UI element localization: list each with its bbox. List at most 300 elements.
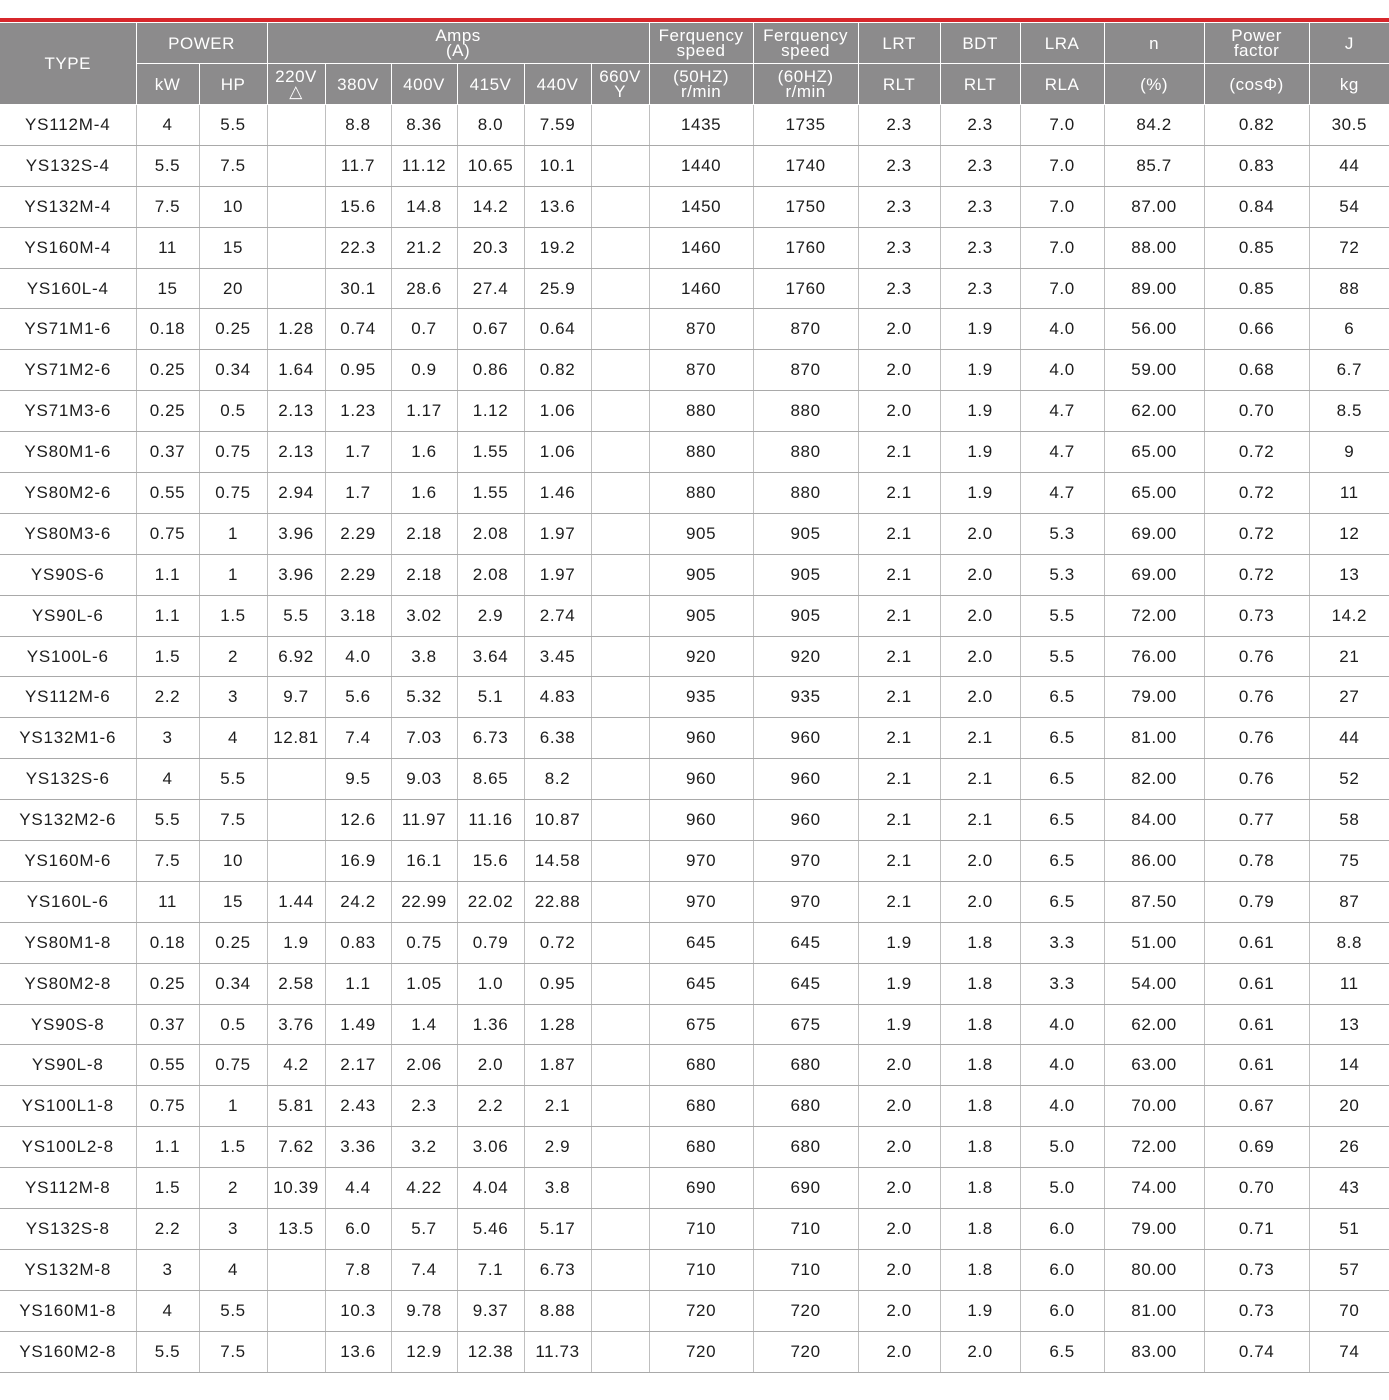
cell-bdt: 1.8 (940, 1209, 1020, 1250)
cell-amps-400v: 4.22 (391, 1168, 457, 1209)
cell-amps-660v (591, 759, 649, 800)
cell-inertia: 58 (1309, 800, 1389, 841)
cell-amps-660v (591, 350, 649, 391)
cell-lrt: 2.3 (858, 145, 940, 186)
cell-speed-60hz: 710 (753, 1209, 858, 1250)
cell-lrt: 2.0 (858, 1249, 940, 1290)
cell-inertia: 75 (1309, 841, 1389, 882)
cell-power-factor: 0.72 (1204, 513, 1309, 554)
cell-speed-60hz: 970 (753, 881, 858, 922)
cell-speed-60hz: 645 (753, 922, 858, 963)
cell-amps-380v: 24.2 (325, 881, 391, 922)
cell-lrt: 1.9 (858, 963, 940, 1004)
cell-kw: 4 (136, 1290, 199, 1331)
cell-bdt: 2.3 (940, 186, 1020, 227)
cell-hp: 7.5 (199, 145, 267, 186)
cell-hp: 4 (199, 1249, 267, 1290)
cell-hp: 0.25 (199, 922, 267, 963)
cell-amps-440v: 14.58 (524, 841, 591, 882)
cell-speed-50hz: 880 (649, 432, 753, 473)
table-row (0, 350, 1389, 391)
cell-amps-660v (591, 227, 649, 268)
cell-lra: 5.0 (1020, 1168, 1104, 1209)
cell-efficiency: 76.00 (1104, 636, 1204, 677)
cell-type: YS71M1-6 (0, 309, 136, 350)
cell-amps-440v: 1.87 (524, 1045, 591, 1086)
cell-type: YS132M1-6 (0, 718, 136, 759)
cell-amps-220v: 1.28 (267, 309, 325, 350)
cell-efficiency: 62.00 (1104, 1004, 1204, 1045)
table-row (0, 636, 1389, 677)
cell-amps-400v: 7.4 (391, 1249, 457, 1290)
cell-power-factor: 0.85 (1204, 268, 1309, 309)
cell-inertia: 57 (1309, 1249, 1389, 1290)
cell-lrt: 2.0 (858, 309, 940, 350)
cell-amps-220v (267, 841, 325, 882)
cell-speed-60hz: 680 (753, 1127, 858, 1168)
cell-type: YS112M-6 (0, 677, 136, 718)
table-row (0, 677, 1389, 718)
header-freq60-title: Ferquency speed (753, 23, 858, 64)
cell-hp: 5.5 (199, 105, 267, 146)
cell-efficiency: 79.00 (1104, 1209, 1204, 1250)
cell-speed-60hz: 1760 (753, 227, 858, 268)
table-row (0, 1168, 1389, 1209)
header-kw: kW (136, 64, 199, 105)
cell-type: YS132M-4 (0, 186, 136, 227)
cell-amps-380v: 6.0 (325, 1209, 391, 1250)
cell-kw: 0.75 (136, 1086, 199, 1127)
table-row (0, 227, 1389, 268)
cell-amps-380v: 1.23 (325, 391, 391, 432)
cell-power-factor: 0.67 (1204, 1086, 1309, 1127)
cell-amps-415v: 2.08 (457, 554, 524, 595)
cell-inertia: 87 (1309, 881, 1389, 922)
cell-amps-220v (267, 759, 325, 800)
cell-lrt: 2.1 (858, 636, 940, 677)
cell-power-factor: 0.66 (1204, 309, 1309, 350)
cell-lra: 6.5 (1020, 718, 1104, 759)
cell-amps-660v (591, 1127, 649, 1168)
cell-amps-660v (591, 1168, 649, 1209)
cell-amps-220v (267, 1290, 325, 1331)
cell-hp: 1 (199, 554, 267, 595)
header-440v: 440V (524, 64, 591, 105)
cell-hp: 2 (199, 636, 267, 677)
cell-amps-220v: 1.64 (267, 350, 325, 391)
cell-amps-220v: 13.5 (267, 1209, 325, 1250)
cell-lra: 7.0 (1020, 227, 1104, 268)
cell-speed-60hz: 680 (753, 1086, 858, 1127)
cell-kw: 7.5 (136, 186, 199, 227)
cell-amps-440v: 11.73 (524, 1331, 591, 1372)
cell-amps-415v: 8.65 (457, 759, 524, 800)
header-lra-sub: RLA (1020, 64, 1104, 105)
cell-amps-660v (591, 922, 649, 963)
table-row (0, 1209, 1389, 1250)
cell-hp: 2 (199, 1168, 267, 1209)
cell-speed-50hz: 720 (649, 1290, 753, 1331)
cell-power-factor: 0.69 (1204, 1127, 1309, 1168)
header-400v: 400V (391, 64, 457, 105)
cell-inertia: 21 (1309, 636, 1389, 677)
cell-speed-60hz: 880 (753, 391, 858, 432)
cell-amps-220v (267, 186, 325, 227)
cell-efficiency: 72.00 (1104, 595, 1204, 636)
cell-amps-400v: 7.03 (391, 718, 457, 759)
cell-inertia: 8.8 (1309, 922, 1389, 963)
cell-amps-400v: 12.9 (391, 1331, 457, 1372)
cell-amps-400v: 11.12 (391, 145, 457, 186)
cell-amps-660v (591, 268, 649, 309)
cell-bdt: 1.8 (940, 922, 1020, 963)
table-row (0, 473, 1389, 514)
cell-amps-440v: 5.17 (524, 1209, 591, 1250)
cell-lra: 6.5 (1020, 800, 1104, 841)
cell-amps-415v: 2.0 (457, 1045, 524, 1086)
cell-amps-415v: 2.08 (457, 513, 524, 554)
cell-lra: 4.0 (1020, 1004, 1104, 1045)
cell-amps-660v (591, 513, 649, 554)
cell-lra: 6.5 (1020, 677, 1104, 718)
cell-hp: 10 (199, 186, 267, 227)
cell-kw: 5.5 (136, 145, 199, 186)
cell-amps-220v: 1.9 (267, 922, 325, 963)
cell-hp: 1.5 (199, 595, 267, 636)
cell-amps-440v: 8.2 (524, 759, 591, 800)
cell-inertia: 30.5 (1309, 105, 1389, 146)
cell-amps-415v: 22.02 (457, 881, 524, 922)
cell-speed-50hz: 710 (649, 1249, 753, 1290)
cell-kw: 15 (136, 268, 199, 309)
cell-bdt: 2.1 (940, 718, 1020, 759)
cell-power-factor: 0.70 (1204, 1168, 1309, 1209)
cell-type: YS80M3-6 (0, 513, 136, 554)
cell-bdt: 1.9 (940, 1290, 1020, 1331)
cell-amps-400v: 3.8 (391, 636, 457, 677)
cell-amps-400v: 9.03 (391, 759, 457, 800)
cell-bdt: 2.3 (940, 227, 1020, 268)
cell-amps-380v: 22.3 (325, 227, 391, 268)
cell-hp: 3 (199, 677, 267, 718)
cell-power-factor: 0.71 (1204, 1209, 1309, 1250)
cell-bdt: 2.0 (940, 513, 1020, 554)
cell-hp: 0.75 (199, 432, 267, 473)
cell-hp: 15 (199, 881, 267, 922)
cell-inertia: 43 (1309, 1168, 1389, 1209)
cell-power-factor: 0.70 (1204, 391, 1309, 432)
cell-lrt: 2.1 (858, 595, 940, 636)
cell-lrt: 2.0 (858, 1086, 940, 1127)
header-efficiency-unit: (%) (1104, 64, 1204, 105)
cell-amps-660v (591, 554, 649, 595)
cell-amps-660v (591, 718, 649, 759)
cell-hp: 0.5 (199, 391, 267, 432)
cell-amps-380v: 1.7 (325, 473, 391, 514)
cell-type: YS160M2-8 (0, 1331, 136, 1372)
cell-power-factor: 0.73 (1204, 595, 1309, 636)
cell-hp: 1 (199, 1086, 267, 1127)
cell-amps-220v: 6.92 (267, 636, 325, 677)
cell-efficiency: 79.00 (1104, 677, 1204, 718)
cell-speed-60hz: 870 (753, 350, 858, 391)
cell-amps-415v: 9.37 (457, 1290, 524, 1331)
cell-kw: 0.18 (136, 922, 199, 963)
cell-amps-415v: 1.12 (457, 391, 524, 432)
cell-speed-60hz: 880 (753, 473, 858, 514)
cell-efficiency: 83.00 (1104, 1331, 1204, 1372)
cell-amps-440v: 1.46 (524, 473, 591, 514)
cell-hp: 20 (199, 268, 267, 309)
cell-power-factor: 0.76 (1204, 718, 1309, 759)
cell-amps-400v: 16.1 (391, 841, 457, 882)
cell-power-factor: 0.76 (1204, 636, 1309, 677)
cell-lra: 7.0 (1020, 105, 1104, 146)
header-660v: 660V Y (591, 64, 649, 105)
header-type: TYPE (0, 23, 136, 105)
cell-power-factor: 0.79 (1204, 881, 1309, 922)
cell-lra: 4.0 (1020, 350, 1104, 391)
cell-lrt: 2.1 (858, 718, 940, 759)
cell-type: YS71M2-6 (0, 350, 136, 391)
header-lra: LRA (1020, 23, 1104, 64)
cell-speed-50hz: 905 (649, 595, 753, 636)
cell-efficiency: 65.00 (1104, 473, 1204, 514)
cell-amps-400v: 0.9 (391, 350, 457, 391)
cell-lrt: 2.0 (858, 391, 940, 432)
cell-kw: 11 (136, 881, 199, 922)
cell-power-factor: 0.82 (1204, 105, 1309, 146)
cell-amps-440v: 6.38 (524, 718, 591, 759)
cell-speed-50hz: 645 (649, 963, 753, 1004)
cell-efficiency: 59.00 (1104, 350, 1204, 391)
cell-lrt: 1.9 (858, 922, 940, 963)
cell-amps-660v (591, 432, 649, 473)
cell-efficiency: 88.00 (1104, 227, 1204, 268)
cell-lrt: 2.1 (858, 554, 940, 595)
cell-amps-660v (591, 309, 649, 350)
cell-type: YS80M2-6 (0, 473, 136, 514)
cell-lra: 5.5 (1020, 595, 1104, 636)
cell-amps-440v: 6.73 (524, 1249, 591, 1290)
cell-power-factor: 0.73 (1204, 1249, 1309, 1290)
cell-kw: 0.55 (136, 1045, 199, 1086)
cell-kw: 7.5 (136, 841, 199, 882)
cell-lrt: 2.0 (858, 1127, 940, 1168)
cell-kw: 2.2 (136, 677, 199, 718)
cell-hp: 1.5 (199, 1127, 267, 1168)
table-body (0, 105, 1389, 1373)
cell-amps-220v (267, 1331, 325, 1372)
cell-hp: 0.34 (199, 963, 267, 1004)
cell-amps-380v: 1.1 (325, 963, 391, 1004)
cell-type: YS90L-6 (0, 595, 136, 636)
cell-speed-50hz: 870 (649, 309, 753, 350)
cell-hp: 7.5 (199, 1331, 267, 1372)
cell-amps-415v: 2.2 (457, 1086, 524, 1127)
cell-inertia: 88 (1309, 268, 1389, 309)
cell-amps-220v (267, 800, 325, 841)
cell-amps-400v: 1.17 (391, 391, 457, 432)
cell-kw: 2.2 (136, 1209, 199, 1250)
cell-amps-380v: 12.6 (325, 800, 391, 841)
cell-amps-415v: 4.04 (457, 1168, 524, 1209)
cell-kw: 0.37 (136, 1004, 199, 1045)
cell-kw: 4 (136, 759, 199, 800)
cell-type: YS160L-4 (0, 268, 136, 309)
table-row (0, 186, 1389, 227)
cell-bdt: 2.0 (940, 636, 1020, 677)
cell-hp: 0.25 (199, 309, 267, 350)
cell-amps-400v: 8.36 (391, 105, 457, 146)
header-inertia-unit: kg (1309, 64, 1389, 105)
cell-amps-415v: 14.2 (457, 186, 524, 227)
cell-power-factor: 0.61 (1204, 1045, 1309, 1086)
cell-lrt: 2.0 (858, 1290, 940, 1331)
cell-lra: 7.0 (1020, 268, 1104, 309)
cell-lrt: 2.1 (858, 841, 940, 882)
cell-amps-660v (591, 636, 649, 677)
header-freq50-unit: (50HZ) r/min (649, 64, 753, 105)
cell-amps-440v: 3.8 (524, 1168, 591, 1209)
cell-kw: 5.5 (136, 1331, 199, 1372)
cell-amps-440v: 8.88 (524, 1290, 591, 1331)
cell-amps-440v: 10.87 (524, 800, 591, 841)
cell-bdt: 2.1 (940, 800, 1020, 841)
cell-efficiency: 70.00 (1104, 1086, 1204, 1127)
cell-amps-660v (591, 1331, 649, 1372)
cell-lrt: 1.9 (858, 1004, 940, 1045)
cell-type: YS160M-4 (0, 227, 136, 268)
header-lrt-sub: RLT (858, 64, 940, 105)
header-415v: 415V (457, 64, 524, 105)
cell-lrt: 2.3 (858, 186, 940, 227)
cell-lrt: 2.0 (858, 1045, 940, 1086)
table-row (0, 841, 1389, 882)
cell-lra: 4.0 (1020, 1086, 1104, 1127)
cell-type: YS90S-8 (0, 1004, 136, 1045)
header-power-factor-unit: (cosΦ) (1204, 64, 1309, 105)
cell-kw: 1.5 (136, 636, 199, 677)
header-power-factor: Power factor (1204, 23, 1309, 64)
cell-kw: 0.37 (136, 432, 199, 473)
cell-amps-220v: 12.81 (267, 718, 325, 759)
cell-inertia: 11 (1309, 963, 1389, 1004)
cell-hp: 0.5 (199, 1004, 267, 1045)
cell-amps-440v: 1.97 (524, 554, 591, 595)
cell-efficiency: 87.50 (1104, 881, 1204, 922)
cell-kw: 3 (136, 1249, 199, 1290)
cell-efficiency: 87.00 (1104, 186, 1204, 227)
table-row (0, 881, 1389, 922)
cell-lra: 5.5 (1020, 636, 1104, 677)
cell-lrt: 2.1 (858, 677, 940, 718)
header-power: POWER (136, 23, 267, 64)
cell-inertia: 6.7 (1309, 350, 1389, 391)
cell-amps-220v: 2.13 (267, 391, 325, 432)
cell-amps-415v: 7.1 (457, 1249, 524, 1290)
cell-speed-50hz: 970 (649, 841, 753, 882)
cell-speed-50hz: 1460 (649, 227, 753, 268)
cell-speed-60hz: 960 (753, 718, 858, 759)
cell-lra: 6.5 (1020, 1331, 1104, 1372)
cell-amps-400v: 1.6 (391, 432, 457, 473)
cell-speed-50hz: 1450 (649, 186, 753, 227)
cell-amps-380v: 7.8 (325, 1249, 391, 1290)
cell-speed-60hz: 1740 (753, 145, 858, 186)
cell-speed-50hz: 1440 (649, 145, 753, 186)
cell-amps-400v: 0.75 (391, 922, 457, 963)
cell-lrt: 2.1 (858, 432, 940, 473)
cell-speed-60hz: 680 (753, 1045, 858, 1086)
cell-amps-380v: 2.43 (325, 1086, 391, 1127)
table-row (0, 391, 1389, 432)
table-row (0, 268, 1389, 309)
cell-amps-380v: 7.4 (325, 718, 391, 759)
cell-efficiency: 72.00 (1104, 1127, 1204, 1168)
cell-speed-60hz: 645 (753, 963, 858, 1004)
cell-speed-60hz: 870 (753, 309, 858, 350)
cell-lra: 5.3 (1020, 513, 1104, 554)
cell-speed-50hz: 675 (649, 1004, 753, 1045)
cell-speed-50hz: 905 (649, 554, 753, 595)
cell-amps-400v: 2.18 (391, 554, 457, 595)
cell-amps-415v: 6.73 (457, 718, 524, 759)
cell-speed-60hz: 720 (753, 1331, 858, 1372)
cell-inertia: 70 (1309, 1290, 1389, 1331)
cell-hp: 3 (199, 1209, 267, 1250)
cell-type: YS132M2-6 (0, 800, 136, 841)
cell-amps-400v: 2.06 (391, 1045, 457, 1086)
cell-amps-660v (591, 800, 649, 841)
cell-type: YS100L2-8 (0, 1127, 136, 1168)
table-row (0, 1290, 1389, 1331)
header-hp: HP (199, 64, 267, 105)
cell-amps-415v: 10.65 (457, 145, 524, 186)
cell-amps-220v: 9.7 (267, 677, 325, 718)
cell-amps-440v: 13.6 (524, 186, 591, 227)
cell-lra: 6.0 (1020, 1249, 1104, 1290)
cell-kw: 4 (136, 105, 199, 146)
cell-amps-220v: 4.2 (267, 1045, 325, 1086)
cell-amps-220v (267, 227, 325, 268)
cell-amps-440v: 0.64 (524, 309, 591, 350)
cell-inertia: 8.5 (1309, 391, 1389, 432)
cell-amps-400v: 1.4 (391, 1004, 457, 1045)
cell-amps-660v (591, 473, 649, 514)
cell-speed-60hz: 880 (753, 432, 858, 473)
cell-amps-415v: 1.36 (457, 1004, 524, 1045)
cell-amps-400v: 3.02 (391, 595, 457, 636)
cell-power-factor: 0.73 (1204, 1290, 1309, 1331)
cell-kw: 1.1 (136, 554, 199, 595)
cell-amps-220v (267, 268, 325, 309)
cell-amps-220v: 5.81 (267, 1086, 325, 1127)
header-bdt-sub: RLT (940, 64, 1020, 105)
cell-speed-50hz: 680 (649, 1086, 753, 1127)
cell-power-factor: 0.74 (1204, 1331, 1309, 1372)
cell-amps-415v: 0.67 (457, 309, 524, 350)
cell-speed-50hz: 960 (649, 718, 753, 759)
cell-bdt: 2.0 (940, 881, 1020, 922)
cell-power-factor: 0.78 (1204, 841, 1309, 882)
cell-power-factor: 0.76 (1204, 759, 1309, 800)
cell-kw: 0.25 (136, 963, 199, 1004)
cell-power-factor: 0.61 (1204, 963, 1309, 1004)
cell-type: YS112M-4 (0, 105, 136, 146)
table-row (0, 309, 1389, 350)
cell-power-factor: 0.72 (1204, 554, 1309, 595)
